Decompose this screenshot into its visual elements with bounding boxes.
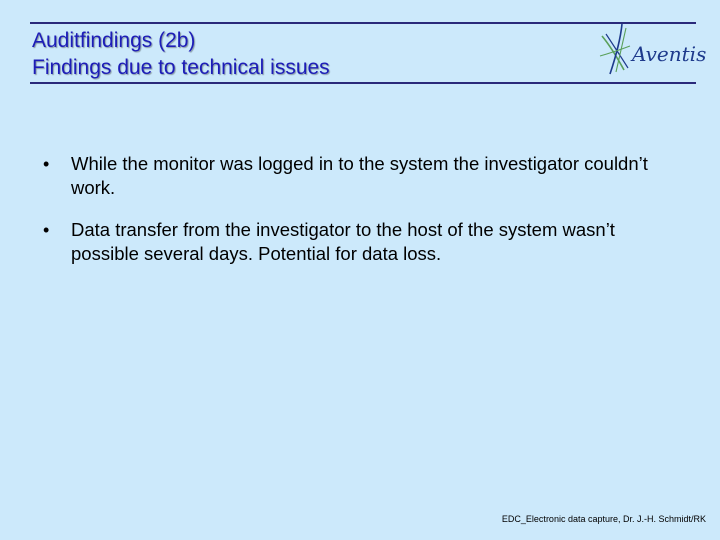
aventis-logo-text: Aventis [632,42,707,66]
bullet-dot: • [43,220,50,240]
slide-title [32,27,330,81]
bullet-dot: • [43,154,50,174]
bullet-text: Data transfer from the investigator to the host of the system wasn’t possible several days. Potential for data loss. [71,219,615,264]
bullet-list [0,152,720,284]
bullet-item [0,152,661,200]
slide-title-line-2: Findings due to technical issues [32,56,330,79]
header-rule-bottom [30,82,696,84]
slide-title-line-1: Auditfindings (2b) [32,29,196,52]
bullet-item [0,218,661,266]
slide-footer: EDC_Electronic data capture, Dr. J.-H. Schmidt/RK [501,514,706,524]
bullet-text: While the monitor was logged in to the system the investigator couldn’t work. [71,153,648,198]
